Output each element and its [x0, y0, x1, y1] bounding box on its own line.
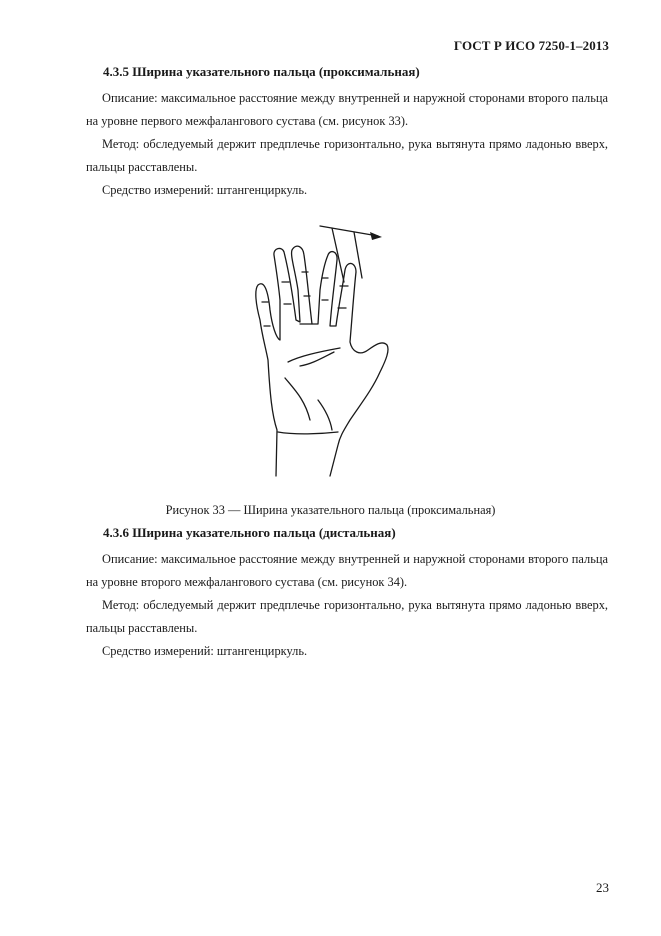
section-4-3-6-instrument: Средство измерений: штангенциркуль. — [102, 644, 308, 658]
figure-33-hand-illustration — [240, 218, 390, 480]
figure-33-caption: Рисунок 33 — Ширина указательного пальца (проксимальная) — [165, 503, 496, 517]
section-4-3-6-description: Описание: максимальное расстояние между внутренней и наружной сторонами второго пальца на уровне второго межфалангового сустава (см. рисунок 34). — [86, 552, 608, 589]
section-4-3-6-heading: 4.3.6 Ширина указательного пальца (дистальная) — [103, 525, 396, 540]
section-4-3-5-description: Описание: максимальное расстояние между внутренней и наружной сторонами второго пальца на уровне первого межфалангового сустава (см. рисунок 33). — [86, 91, 608, 128]
document-header: ГОСТ Р ИСО 7250-1–2013 — [453, 38, 609, 53]
section-4-3-5-heading: 4.3.5 Ширина указательного пальца (проксимальная) — [103, 64, 420, 79]
section-4-3-6-method: Метод: обследуемый держит предплечье горизонтально, рука вытянута прямо ладонью вверх, пальцы расставлены. — [86, 598, 608, 635]
section-4-3-5-method: Метод: обследуемый держит предплечье горизонтально, рука вытянута прямо ладонью вверх, пальцы расставлены. — [86, 137, 608, 174]
page-number: 23 — [596, 880, 609, 895]
section-4-3-5-instrument: Средство измерений: штангенциркуль. — [102, 183, 308, 197]
